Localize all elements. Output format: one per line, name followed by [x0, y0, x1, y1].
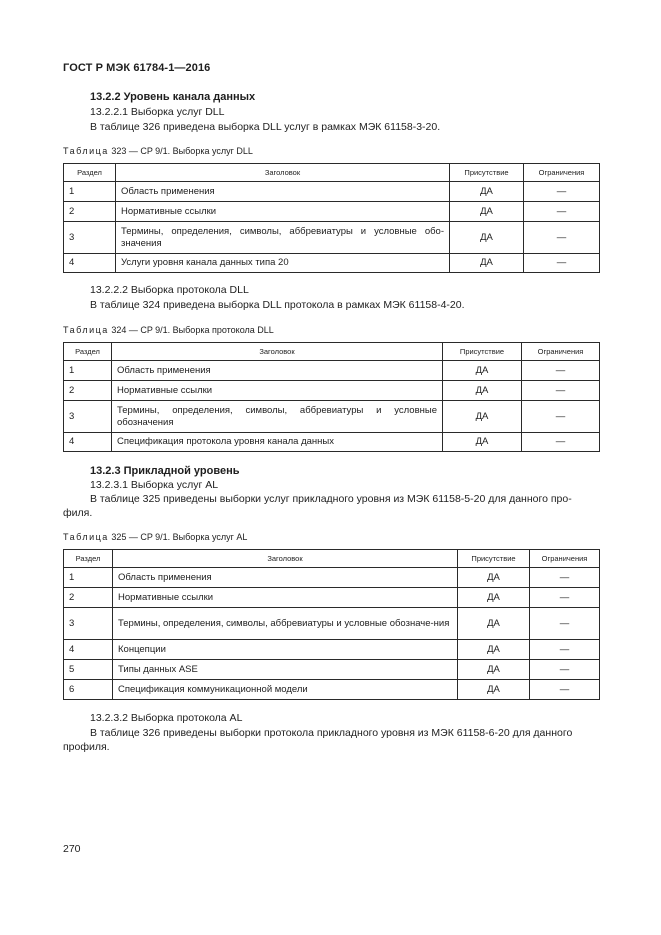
title-cell: Нормативные ссылки	[113, 588, 458, 608]
header-cell: Присутствие	[443, 343, 522, 361]
header-cell: Присутствие	[458, 550, 530, 568]
subsection-13-2-2-2: 13.2.2.2 Выборка протокола DLL	[90, 284, 249, 296]
table-324	[63, 342, 600, 452]
presence-cell: ДА	[458, 608, 530, 640]
header-cell: Заголовок	[113, 550, 458, 568]
constraints-cell: —	[524, 202, 600, 222]
title-cell: Концепции	[113, 640, 458, 660]
title-cell: Услуги уровня канала данных типа 20	[116, 254, 450, 273]
section-cell: 4	[64, 433, 112, 452]
header-cell: Заголовок	[112, 343, 443, 361]
section-heading-13-2-2: 13.2.2 Уровень канала данных	[90, 91, 256, 103]
table-row	[64, 588, 600, 608]
presence-cell: ДА	[458, 660, 530, 680]
section-cell: 2	[64, 202, 116, 222]
section-cell: 1	[64, 568, 113, 588]
caption-word: Таблица	[63, 532, 109, 542]
subsection-13-2-2-1: 13.2.2.1 Выборка услуг DLL	[90, 106, 225, 118]
presence-cell: ДА	[458, 680, 530, 700]
constraints-cell: —	[530, 640, 600, 660]
table-row	[64, 568, 600, 588]
section-cell: 4	[64, 254, 116, 273]
table-header-row	[64, 343, 600, 361]
constraints-cell: —	[524, 254, 600, 273]
table-row	[64, 361, 600, 381]
paragraph-13-2-3-2-line2: профиля.	[63, 741, 110, 753]
document-code: ГОСТ Р МЭК 61784-1—2016	[63, 62, 211, 74]
table-row	[64, 401, 600, 433]
title-cell: Спецификация протокола уровня канала данных	[112, 433, 443, 452]
paragraph-13-2-2-2: В таблице 324 приведена выборка DLL протокола в рамках МЭК 61158-4-20.	[90, 299, 465, 311]
header-cell: Присутствие	[450, 164, 524, 182]
section-cell: 3	[64, 608, 113, 640]
section-cell: 1	[64, 361, 112, 381]
header-cell: Заголовок	[116, 164, 450, 182]
page-number: 270	[63, 843, 81, 855]
table-row	[64, 608, 600, 640]
table-row	[64, 182, 600, 202]
constraints-cell: —	[522, 361, 600, 381]
section-cell: 3	[64, 401, 112, 433]
constraints-cell: —	[524, 182, 600, 202]
title-cell: Типы данных ASE	[113, 660, 458, 680]
title-cell: Нормативные ссылки	[116, 202, 450, 222]
subsection-13-2-3-1: 13.2.3.1 Выборка услуг AL	[90, 479, 219, 491]
constraints-cell: —	[530, 568, 600, 588]
caption-text: 324 — CP 9/1. Выборка протокола DLL	[111, 325, 274, 335]
table-325	[63, 549, 600, 700]
table-row	[64, 202, 600, 222]
paragraph-13-2-3-1-line2: филя.	[63, 507, 93, 519]
section-cell: 3	[64, 222, 116, 254]
header-cell: Ограничения	[530, 550, 600, 568]
title-cell: Область применения	[112, 361, 443, 381]
title-cell: Термины, определения, символы, аббревиатуры и условные обо-значения	[116, 222, 450, 254]
presence-cell: ДА	[450, 222, 524, 254]
table-324-caption	[63, 325, 274, 335]
caption-text: 323 — CP 9/1. Выборка услуг DLL	[111, 146, 253, 156]
constraints-cell: —	[530, 680, 600, 700]
title-cell: Термины, определения, символы, аббревиатуры и условные обозначения	[112, 401, 443, 433]
table-325-caption	[63, 532, 247, 542]
section-cell: 5	[64, 660, 113, 680]
section-cell: 2	[64, 588, 113, 608]
caption-word: Таблица	[63, 325, 109, 335]
header-cell: Раздел	[64, 550, 113, 568]
title-cell: Нормативные ссылки	[112, 381, 443, 401]
constraints-cell: —	[522, 401, 600, 433]
constraints-cell: —	[524, 222, 600, 254]
table-323-caption	[63, 146, 253, 156]
header-cell: Раздел	[64, 343, 112, 361]
presence-cell: ДА	[443, 433, 522, 452]
section-cell: 4	[64, 640, 113, 660]
presence-cell: ДА	[450, 182, 524, 202]
constraints-cell: —	[530, 608, 600, 640]
section-cell: 1	[64, 182, 116, 202]
table-row	[64, 680, 600, 700]
table-row	[64, 660, 600, 680]
table-row	[64, 381, 600, 401]
table-row	[64, 433, 600, 452]
section-cell: 6	[64, 680, 113, 700]
header-cell: Ограничения	[522, 343, 600, 361]
header-cell: Ограничения	[524, 164, 600, 182]
constraints-cell: —	[522, 433, 600, 452]
constraints-cell: —	[530, 660, 600, 680]
table-row	[64, 254, 600, 273]
table-row	[64, 222, 600, 254]
paragraph-13-2-2-1: В таблице 326 приведена выборка DLL услуг в рамках МЭК 61158-3-20.	[90, 121, 441, 133]
table-header-row	[64, 550, 600, 568]
constraints-cell: —	[522, 381, 600, 401]
caption-text: 325 — CP 9/1. Выборка услуг AL	[111, 532, 248, 542]
table-row	[64, 640, 600, 660]
paragraph-13-2-3-2-line1: В таблице 326 приведены выборки протокола прикладного уровня из МЭК 61158-6-20 для данного	[90, 727, 573, 739]
section-heading-13-2-3: 13.2.3 Прикладной уровень	[90, 465, 240, 477]
constraints-cell: —	[530, 588, 600, 608]
presence-cell: ДА	[458, 568, 530, 588]
presence-cell: ДА	[458, 588, 530, 608]
presence-cell: ДА	[443, 381, 522, 401]
title-cell: Спецификация коммуникационной модели	[113, 680, 458, 700]
paragraph-13-2-3-1-line1: В таблице 325 приведены выборки услуг прикладного уровня из МЭК 61158-5-20 для данного про-	[90, 493, 572, 505]
presence-cell: ДА	[458, 640, 530, 660]
subsection-13-2-3-2: 13.2.3.2 Выборка протокола AL	[90, 712, 243, 724]
table-header-row	[64, 164, 600, 182]
presence-cell: ДА	[450, 254, 524, 273]
presence-cell: ДА	[443, 361, 522, 381]
header-cell: Раздел	[64, 164, 116, 182]
title-cell: Область применения	[116, 182, 450, 202]
caption-word: Таблица	[63, 146, 109, 156]
presence-cell: ДА	[450, 202, 524, 222]
section-cell: 2	[64, 381, 112, 401]
table-323	[63, 163, 600, 273]
title-cell: Термины, определения, символы, аббревиатуры и условные обозначе-ния	[113, 608, 458, 640]
title-cell: Область применения	[113, 568, 458, 588]
presence-cell: ДА	[443, 401, 522, 433]
